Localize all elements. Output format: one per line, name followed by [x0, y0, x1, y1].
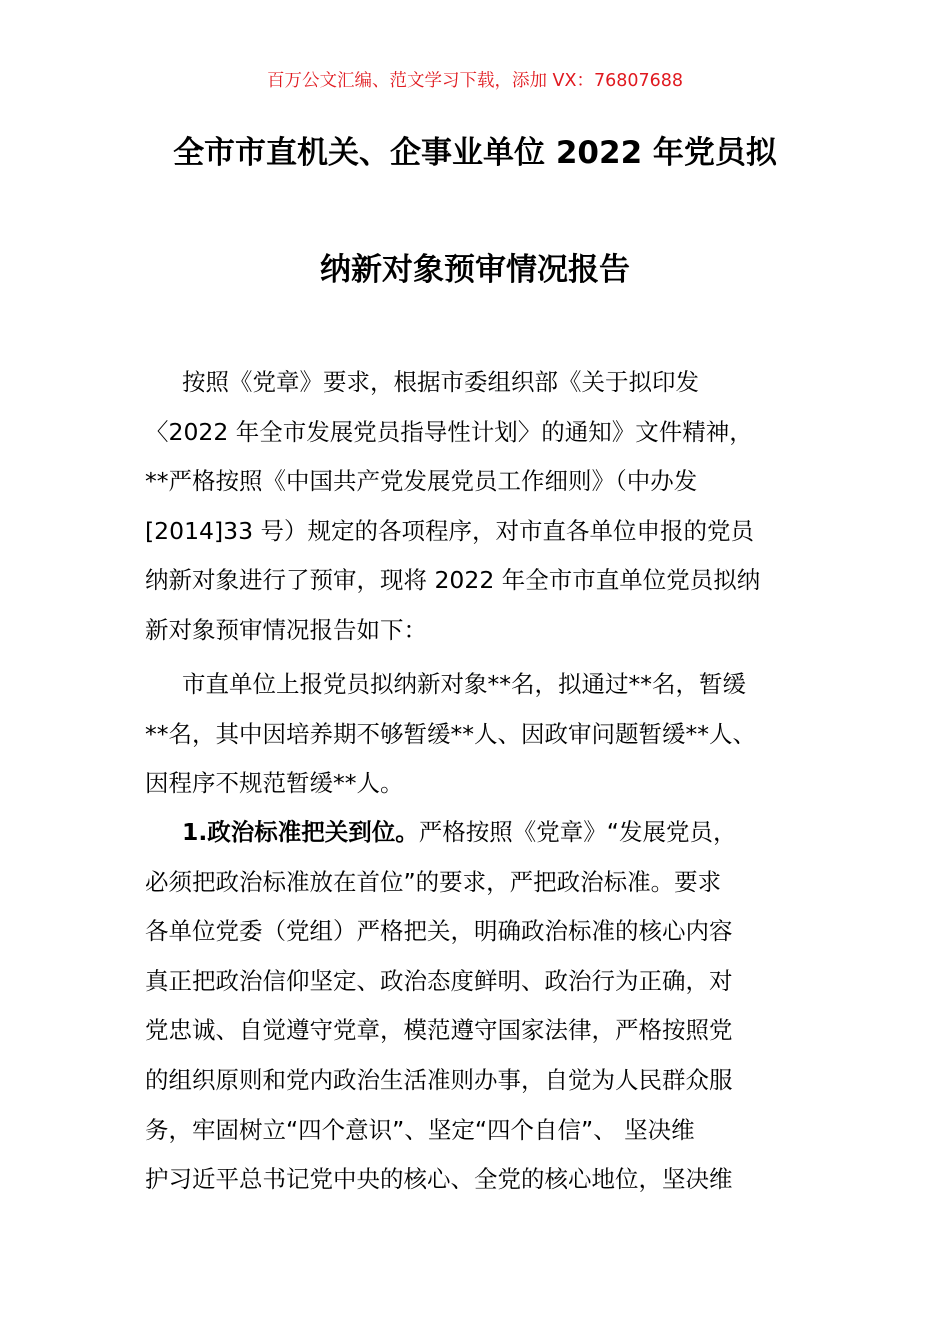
paragraph-line: 的组织原则和党内政治生活准则办事，自觉为人民群众服	[145, 1065, 733, 1094]
paragraph-2	[145, 660, 825, 809]
header-watermark-note	[0, 66, 950, 96]
paragraph-line: 因程序不规范暂缓**人。	[145, 769, 404, 798]
paragraph-line: [2014]33 号）规定的各项程序，对市直各单位申报的党员	[145, 516, 755, 545]
paragraph-line: **名，其中因培养期不够暂缓**人、因政审问题暂缓**人、	[145, 719, 756, 748]
paragraph-line: 纳新对象进行了预审，现将 2022 年全市市直单位党员拟纳	[145, 566, 761, 595]
paragraph-line: 〈2022 年全市发展党员指导性计划〉的通知》文件精神，	[145, 417, 753, 446]
paragraph-line: 新对象预审情况报告如下：	[145, 615, 427, 644]
paragraph-first-line	[145, 808, 825, 858]
header-note-text: 百万公文汇编、范文学习下载，添加 VX：76807688	[266, 71, 684, 91]
paragraph-line: **严格按照《中国共产党发展党员工作细则》（中办发	[145, 467, 698, 496]
paragraph-line: 党忠诚、自觉遵守党章，模范遵守国家法律，严格按照党	[145, 1016, 733, 1045]
paragraph-line: 按照《党章》要求，根据市委组织部《关于拟印发	[182, 368, 699, 396]
paragraph-line: 护习近平总书记党中央的核心、全党的核心地位，坚决维	[145, 1165, 733, 1194]
paragraph-line-rest: 严格按照《党章》“发展党员，	[418, 818, 737, 846]
paragraph-1	[145, 358, 825, 656]
paragraph-line: 务，牢固树立“四个意识”、坚定“四个自信”、 坚决维	[145, 1115, 695, 1144]
paragraph-line: 真正把政治信仰坚定、政治态度鲜明、政治行为正确，对	[145, 966, 733, 995]
paragraph-line: 各单位党委（党组）严格把关，明确政治标准的核心内容	[145, 917, 733, 946]
paragraph-3	[145, 808, 825, 1205]
paragraph-line: 市直单位上报党员拟纳新对象**名，拟通过**名，暂缓	[182, 670, 746, 698]
document-title-line-1: 全市市直机关、企事业单位 2022 年党员拟	[173, 135, 777, 171]
section-heading: 1.政治标准把关到位。	[182, 818, 419, 846]
document-title-line-2: 纳新对象预审情况报告	[320, 252, 630, 288]
paragraph-line: 必须把政治标准放在首位”的要求，严把政治标准。要求	[145, 867, 722, 896]
